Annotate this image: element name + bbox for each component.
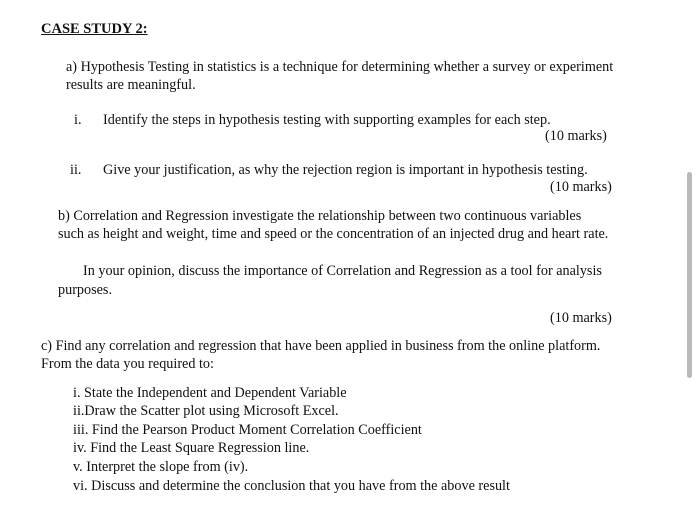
- part-c-item-iv: iv. Find the Least Square Regression line.: [73, 440, 310, 456]
- part-b-line-4: purposes.: [58, 282, 112, 298]
- part-c-item-ii: ii.Draw the Scatter plot using Microsoft Excel.: [73, 403, 339, 419]
- part-c-item-iii: iii. Find the Pearson Product Moment Correlation Coefficient: [73, 422, 422, 438]
- case-study-title: CASE STUDY 2:: [41, 21, 148, 37]
- part-c-item-i: i. State the Independent and Dependent Variable: [73, 385, 347, 401]
- part-c-line-1: c) Find any correlation and regression that have been applied in business from the online platform.: [41, 338, 601, 354]
- part-c-line-2: From the data you required to:: [41, 356, 214, 372]
- question-i-marks: (10 marks): [545, 128, 607, 144]
- part-b-marks: (10 marks): [550, 310, 612, 326]
- question-ii-text: Give your justification, as why the rejection region is important in hypothesis testing.: [103, 162, 588, 178]
- question-i-number: i.: [74, 112, 82, 128]
- part-c-item-v: v. Interpret the slope from (iv).: [73, 459, 249, 475]
- part-a-line-2: results are meaningful.: [66, 77, 196, 93]
- question-ii-marks: (10 marks): [550, 179, 612, 195]
- part-c-item-vi: vi. Discuss and determine the conclusion that you have from the above result: [73, 478, 510, 494]
- part-b-line-2: such as height and weight, time and speed or the concentration of an injected drug and heart rate.: [58, 226, 609, 242]
- part-a-line-1: a) Hypothesis Testing in statistics is a technique for determining whether a survey or experiment: [66, 59, 614, 75]
- part-b-line-1: b) Correlation and Regression investigate the relationship between two continuous variables: [58, 208, 582, 224]
- vertical-scrollbar[interactable]: [687, 172, 692, 378]
- question-i-text: Identify the steps in hypothesis testing with supporting examples for each step.: [103, 112, 551, 128]
- part-b-line-3: In your opinion, discuss the importance of Correlation and Regression as a tool for analysis: [83, 263, 602, 279]
- question-ii-number: ii.: [70, 162, 82, 178]
